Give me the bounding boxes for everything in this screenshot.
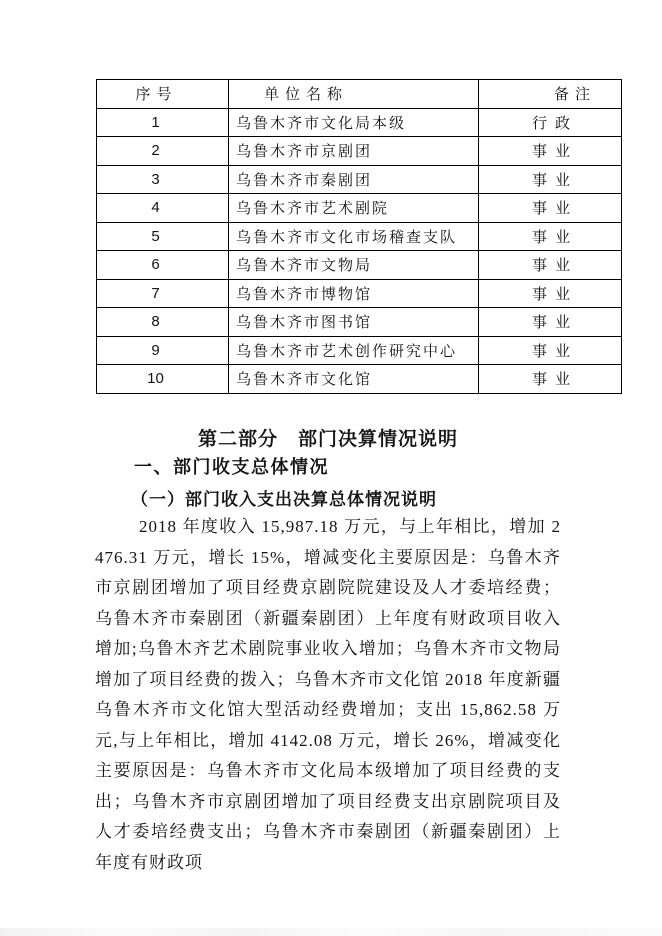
cell-index: 6 [97, 251, 229, 280]
cell-unit-name: 乌鲁木齐市图书馆 [229, 308, 479, 337]
table-row [97, 251, 622, 280]
cell-remark: 行政 [479, 108, 622, 137]
cell-remark: 事业 [479, 194, 622, 223]
cell-unit-name: 乌鲁木齐市京剧团 [229, 137, 479, 166]
cell-unit-name: 乌鲁木齐市文化局本级 [229, 108, 479, 137]
section-heading: 一、部门收支总体情况 [134, 457, 329, 477]
cell-unit-name: 乌鲁木齐市文化市场稽查支队 [229, 222, 479, 251]
body-paragraph: 2018 年度收入 15,987.18 万元，与上年相比，增加 2476.31 万元，增长 15%，增减变化主要原因是：乌鲁木齐市京剧团增加了项目经费京剧院院建设及人才委培经费；乌鲁木齐市秦剧团（新疆秦剧团）上年度有财政项目收入增加;乌鲁木齐艺术剧院事业收入增加；乌鲁木齐市文物局增加了项目经费的拨入；乌鲁木齐市文化馆 2018 年度新疆乌鲁木齐市文化馆大型活动经费增加；支出 15,862.58 万元,与上年相比，增加 4142.08 万元，增长 26%，增减变化主要原因是：乌鲁木齐市文化局本级增加了项目经费的支出；乌鲁木齐市京剧团增加了项目经费支出京剧院项目及人才委培经费支出；乌鲁木齐市秦剧团（新疆秦剧团）上年度有财政项 [95, 517, 561, 872]
cell-unit-name: 乌鲁木齐市博物馆 [229, 279, 479, 308]
part-heading: 第二部分 部门决算情况说明 [197, 429, 458, 450]
cell-remark: 事业 [479, 222, 622, 251]
cell-remark: 事业 [479, 279, 622, 308]
table-row [97, 108, 622, 137]
cell-unit-name: 乌鲁木齐市秦剧团 [229, 165, 479, 194]
table-row [97, 194, 622, 223]
cell-index: 9 [97, 336, 229, 365]
cell-index: 3 [97, 165, 229, 194]
cell-index: 7 [97, 279, 229, 308]
table-row [97, 308, 622, 337]
cell-remark: 事业 [479, 336, 622, 365]
cell-index: 2 [97, 137, 229, 166]
table-row [97, 279, 622, 308]
cell-remark: 事业 [479, 365, 622, 394]
scan-noise-band [0, 928, 662, 936]
header-cell-remark: 备注 [479, 80, 622, 109]
cell-remark: 事业 [479, 137, 622, 166]
unit-list-table [96, 79, 622, 394]
cell-remark: 事业 [479, 308, 622, 337]
table-row [97, 336, 622, 365]
cell-remark: 事业 [479, 251, 622, 280]
header-cell-unit-name: 单位名称 [229, 80, 479, 109]
header-cell-index: 序号 [97, 80, 229, 109]
cell-unit-name: 乌鲁木齐市文物局 [229, 251, 479, 280]
cell-index: 5 [97, 222, 229, 251]
cell-index: 10 [97, 365, 229, 394]
subsection-heading: （一）部门收入支出决算总体情况说明 [131, 490, 437, 509]
cell-index: 8 [97, 308, 229, 337]
table-row [97, 222, 622, 251]
cell-index: 4 [97, 194, 229, 223]
table-row [97, 365, 622, 394]
cell-unit-name: 乌鲁木齐市艺术剧院 [229, 194, 479, 223]
table-row [97, 165, 622, 194]
cell-unit-name: 乌鲁木齐市艺术创作研究中心 [229, 336, 479, 365]
table-row [97, 137, 622, 166]
cell-index: 1 [97, 108, 229, 137]
cell-remark: 事业 [479, 165, 622, 194]
cell-unit-name: 乌鲁木齐市文化馆 [229, 365, 479, 394]
table-header-row [97, 80, 622, 109]
